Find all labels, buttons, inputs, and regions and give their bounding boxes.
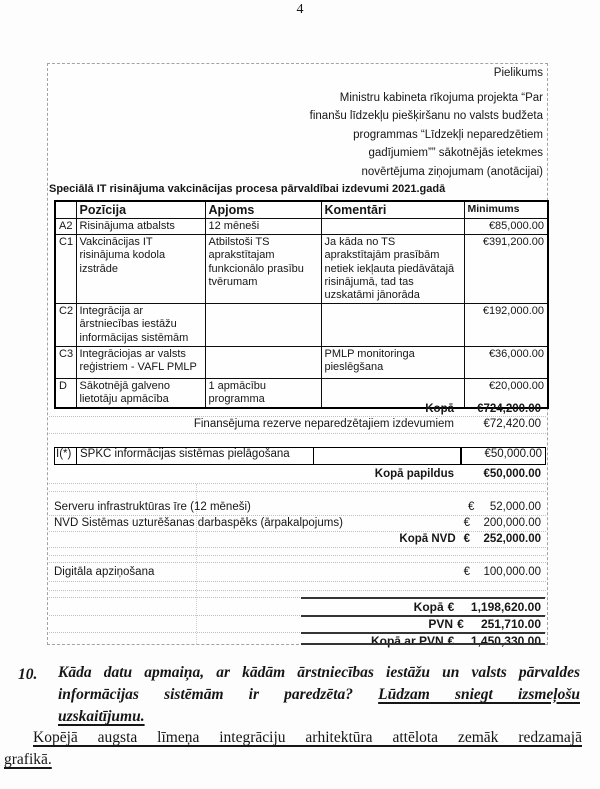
kopa-nvd-label: Kopā NVD bbox=[399, 533, 456, 545]
reserve-row bbox=[54, 418, 544, 430]
nvd-staff-row bbox=[54, 517, 544, 529]
euro-sign: € bbox=[457, 617, 464, 631]
kopa-ar-pvn-label: Kopā ar PVN bbox=[370, 634, 444, 648]
header-komentari: Komentāri bbox=[321, 201, 464, 219]
server-rent-label: Serveru infrastruktūras īre (12 mēneši) bbox=[54, 501, 251, 513]
digitala-label: Digitāla apziņošana bbox=[54, 566, 155, 578]
annotation-paragraph bbox=[158, 89, 543, 181]
cell-pozicija: Risinājuma atbalsts bbox=[76, 219, 205, 235]
cell-apjoms bbox=[205, 304, 321, 347]
annotation-line: novērtējuma ziņojumam (anotācijai) bbox=[361, 165, 543, 178]
cell-code: C1 bbox=[55, 235, 76, 304]
server-rent-row bbox=[54, 501, 544, 513]
cell-code: D bbox=[55, 378, 76, 408]
subtotal-kopa-value: €724,200.00 bbox=[477, 403, 541, 415]
kopa-papildus-row bbox=[54, 468, 544, 480]
cell-pozicija: Vakcinācijas IT risinājuma kodola izstrāde bbox=[76, 235, 205, 304]
cell-code: C3 bbox=[55, 346, 76, 378]
scan-line bbox=[49, 416, 546, 417]
reserve-label: Finansējuma rezerve neparedzētajiem izdevumiem bbox=[193, 418, 454, 430]
cell-apjoms: 1 apmācību programma bbox=[205, 378, 321, 408]
cell-minimums: €391,200.00 bbox=[464, 235, 548, 304]
annotation-line: programmas “Līdzekļi neparedzētiem bbox=[353, 128, 543, 141]
cell-minimums: €36,000.00 bbox=[464, 346, 548, 378]
annotation-box bbox=[47, 63, 548, 648]
grand-total-value: 1,198,620.00 bbox=[470, 600, 541, 614]
subtotal-kopa-row bbox=[54, 403, 544, 415]
cell-pozicija: Integrāciojas ar valsts reģistriem - VAFL PMLP bbox=[76, 346, 205, 378]
spkc-code: I(*) bbox=[55, 448, 77, 464]
pvn-label: PVN bbox=[428, 617, 454, 631]
reserve-value: €72,420.00 bbox=[483, 418, 541, 430]
euro-sign: € bbox=[447, 634, 455, 648]
question10-line3: uzskaitījumu. bbox=[58, 708, 145, 725]
total-rule bbox=[301, 643, 545, 645]
euro-sign: € bbox=[463, 517, 471, 529]
total-rule bbox=[301, 597, 545, 599]
scan-line bbox=[49, 491, 546, 492]
nvd-staff-value: 200,000.00 bbox=[483, 517, 541, 529]
kopa-nvd-row bbox=[54, 533, 544, 545]
question10-text bbox=[58, 664, 580, 730]
kopa-papildus-value: €50,000.00 bbox=[483, 468, 541, 480]
grand-total-label: Kopā bbox=[413, 600, 444, 614]
pielikums-label: Pielikums bbox=[493, 67, 543, 79]
spkc-value: €50,000.00 bbox=[460, 448, 545, 464]
cell-apjoms: 12 mēneši bbox=[205, 219, 321, 235]
page-number: 4 bbox=[296, 2, 304, 17]
question10-line2 bbox=[58, 686, 580, 708]
server-rent-value: 52,000.00 bbox=[489, 501, 541, 513]
table-row bbox=[55, 304, 548, 347]
spkc-label: SPKC informācijas sistēmas pielāgošana bbox=[80, 448, 290, 460]
kopa-papildus-label: Kopā papildus bbox=[374, 468, 454, 480]
nvd-staff-label: NVD Sistēmas uzturēšanas darbaspēks (ārpakalpojums) bbox=[54, 517, 343, 529]
annotation-line: finanšu līdzekļu piešķiršanu no valsts budžeta bbox=[309, 110, 543, 123]
cell-komentari bbox=[321, 304, 464, 347]
scan-line bbox=[49, 483, 546, 484]
kopa-ar-pvn-row bbox=[54, 634, 544, 648]
scan-line bbox=[49, 590, 546, 591]
cell-komentari bbox=[321, 219, 464, 235]
cell-pozicija: Sākotnējā galveno lietotāju apmācība bbox=[76, 378, 205, 408]
cell-pozicija: Integrācija ar ārstniecības iestāžu informācijas sistēmām bbox=[76, 304, 205, 347]
table-row bbox=[55, 346, 548, 378]
question-number: 10. bbox=[18, 666, 38, 683]
cell-minimums: €20,000.00 bbox=[464, 378, 548, 408]
cell-komentari: PMLP monitoringa pieslēgšana bbox=[321, 346, 464, 378]
cell-code: A2 bbox=[55, 219, 76, 235]
subtotal-kopa-label: Kopā bbox=[425, 403, 454, 415]
header-pozicija: Pozīcija bbox=[76, 201, 205, 219]
closing-line2: grafikā. bbox=[4, 751, 52, 768]
scan-line bbox=[49, 433, 546, 434]
scan-line bbox=[49, 547, 546, 548]
euro-sign: € bbox=[463, 533, 471, 545]
table-row bbox=[55, 219, 548, 235]
cell-code: C2 bbox=[55, 304, 76, 347]
pvn-row bbox=[54, 617, 544, 631]
closing-line1: Kopējā augsta līmeņa integrāciju arhitektūra attēlota zemāk redzamajā bbox=[33, 729, 582, 746]
digitala-value: 100,000.00 bbox=[483, 566, 541, 578]
question10-line2-normal: informācijas sistēmām ir paredzēta? bbox=[58, 686, 353, 703]
scan-line bbox=[49, 531, 546, 532]
question10-line1: Kāda datu apmaiņa, ar kādām ārstniecības iestāžu un valsts pārvaldes bbox=[58, 664, 580, 681]
header-code bbox=[55, 201, 76, 219]
table-title: Speciālā IT risinājuma vakcinācijas procesa pārvaldībai izdevumi 2021.gadā bbox=[49, 183, 446, 195]
scan-line bbox=[49, 562, 546, 563]
annotation-line: gadījumiem”” sākotnējās ietekmes bbox=[368, 147, 543, 160]
cell-apjoms: Atbilstoši TS aprakstītajam funkcionālo prasību tvērumam bbox=[205, 235, 321, 304]
euro-sign: € bbox=[468, 501, 475, 513]
cell-minimums: €85,000.00 bbox=[464, 219, 548, 235]
cell-komentari: Ja kāda no TS aprakstītajām prasībām netiek iekļauta piedāvātajā risinājumā, tad tas uzskatāmi jānorāda bbox=[321, 235, 464, 304]
table-header-row bbox=[55, 201, 548, 219]
digitala-row bbox=[54, 566, 544, 578]
spkc-empty-cell bbox=[313, 448, 460, 464]
expenses-table bbox=[54, 200, 549, 409]
scan-line bbox=[49, 515, 546, 516]
scan-line bbox=[49, 581, 546, 582]
kopa-nvd-value: 252,000.00 bbox=[483, 533, 541, 545]
annotation-line: Ministru kabineta rīkojuma projekta “Par bbox=[339, 92, 543, 104]
kopa-ar-pvn-value: 1,450,330.00 bbox=[470, 634, 541, 648]
euro-sign: € bbox=[447, 600, 455, 614]
question10-line2-underlined: Lūdzam sniegt izsmeļošu bbox=[378, 686, 580, 703]
closing-paragraph bbox=[4, 729, 582, 773]
cell-apjoms bbox=[205, 346, 321, 378]
spkc-row bbox=[54, 447, 546, 465]
euro-sign: € bbox=[463, 566, 471, 578]
table-row bbox=[55, 235, 548, 304]
header-minimums: Minimums bbox=[464, 201, 548, 219]
header-apjoms: Apjoms bbox=[205, 201, 321, 219]
cell-minimums: €192,000.00 bbox=[464, 304, 548, 347]
grand-total-row bbox=[54, 600, 544, 614]
pvn-value: 251,710.00 bbox=[480, 617, 541, 631]
scan-line bbox=[49, 555, 546, 556]
